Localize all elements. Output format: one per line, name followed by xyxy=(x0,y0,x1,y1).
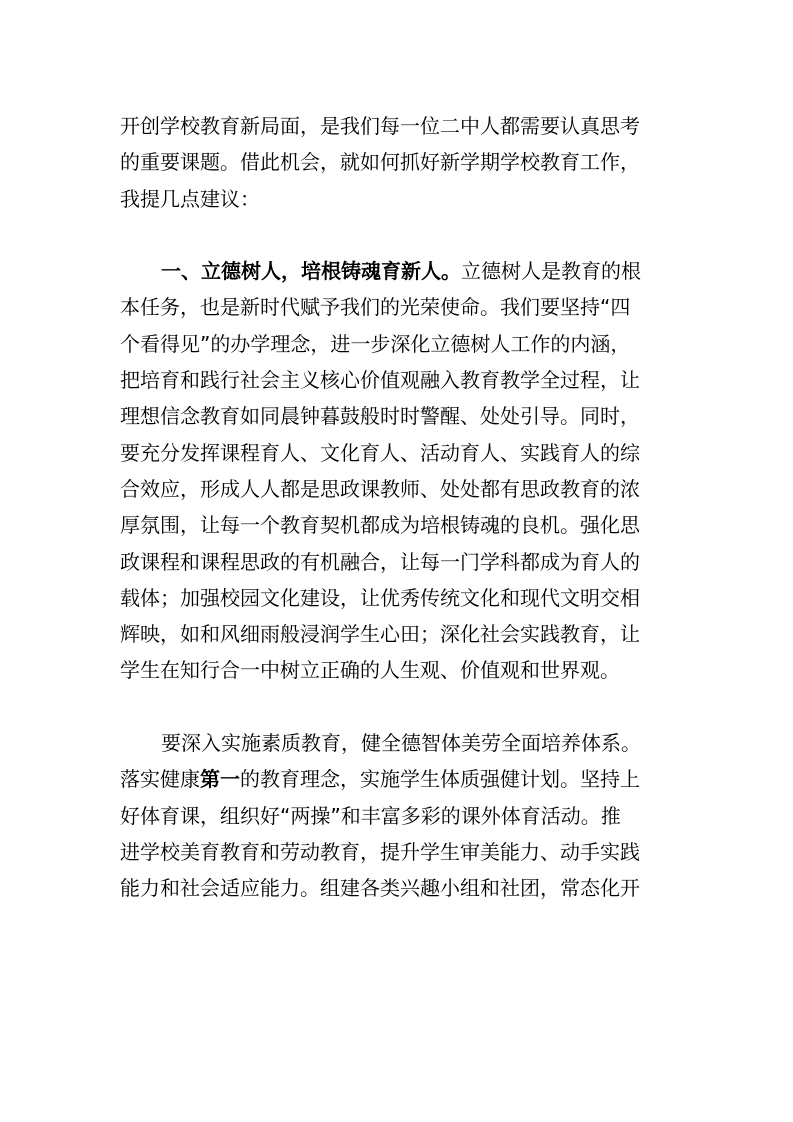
section2-line-3: 好体育课，组织好“两操”和丰富多彩的课外体育活动。推 xyxy=(120,803,621,828)
section1-line-11: 辉映，如和风细雨般浸润学生心田；深化社会实践教育，让 xyxy=(120,622,640,647)
intro-line-3: 我提几点建议： xyxy=(120,186,260,211)
intro-line-2: 的重要课题。借此机会，就如何抓好新学期学校教育工作， xyxy=(120,150,640,175)
paragraph-gap xyxy=(120,689,680,725)
section1-line-3: 个看得见”的办学理念，进一步深化立德树人工作的内涵， xyxy=(120,331,631,356)
section1-line-6: 要充分发挥课程育人、文化育人、活动育人、实践育人的综 xyxy=(120,440,640,465)
intro-line-1: 开创学校教育新局面，是我们每一位二中人都需要认真思考 xyxy=(120,114,640,138)
section2-line-2-bold: 第一 xyxy=(200,767,240,792)
document-body xyxy=(120,108,680,907)
section1-line-12: 学生在知行合一中树立正确的人生观、价值观和世界观。 xyxy=(120,658,620,683)
section1-line-4: 把培育和践行社会主义核心价值观融入教育教学全过程，让 xyxy=(120,368,640,393)
section1-first-line xyxy=(120,253,680,289)
section1-line-2: 本任务，也是新时代赋予我们的光荣使命。我们要坚持“四 xyxy=(120,295,631,320)
section1-line-7: 合效应，形成人人都是思政课教师、处处都有思政教育的浓 xyxy=(120,476,640,501)
section2-line-2-before: 落实健康 xyxy=(120,767,200,792)
section1-heading: 一、立德树人，培根铸魂育新人。 xyxy=(161,259,461,284)
section2-line-1: 要深入实施素质教育，健全德智体美劳全面培养体系。 xyxy=(161,731,641,756)
section1-line-9: 政课程和课程思政的有机融合，让每一门学科都成为育人的 xyxy=(120,549,640,574)
section2-line-2 xyxy=(120,761,680,797)
section1-line-10: 载体；加强校园文化建设，让优秀传统文化和现代文明交相 xyxy=(120,585,640,610)
section2-line-5: 能力和社会适应能力。组建各类兴趣小组和社团，常态化开 xyxy=(120,876,640,901)
section1-first-line-text: 立德树人是教育的根 xyxy=(461,259,641,284)
section2-line-4: 进学校美育教育和劳动教育，提升学生审美能力、动手实践 xyxy=(120,839,640,864)
section1-line-8: 厚氛围，让每一个教育契机都成为培根铸魂的良机。强化思 xyxy=(120,513,640,538)
section1-line-5: 理想信念教育如同晨钟暮鼓般时时警醒、处处引导。同时， xyxy=(120,404,640,429)
section2-line-2-after: 的教育理念，实施学生体质强健计划。坚持上 xyxy=(240,767,640,792)
paragraph-gap xyxy=(120,217,680,253)
